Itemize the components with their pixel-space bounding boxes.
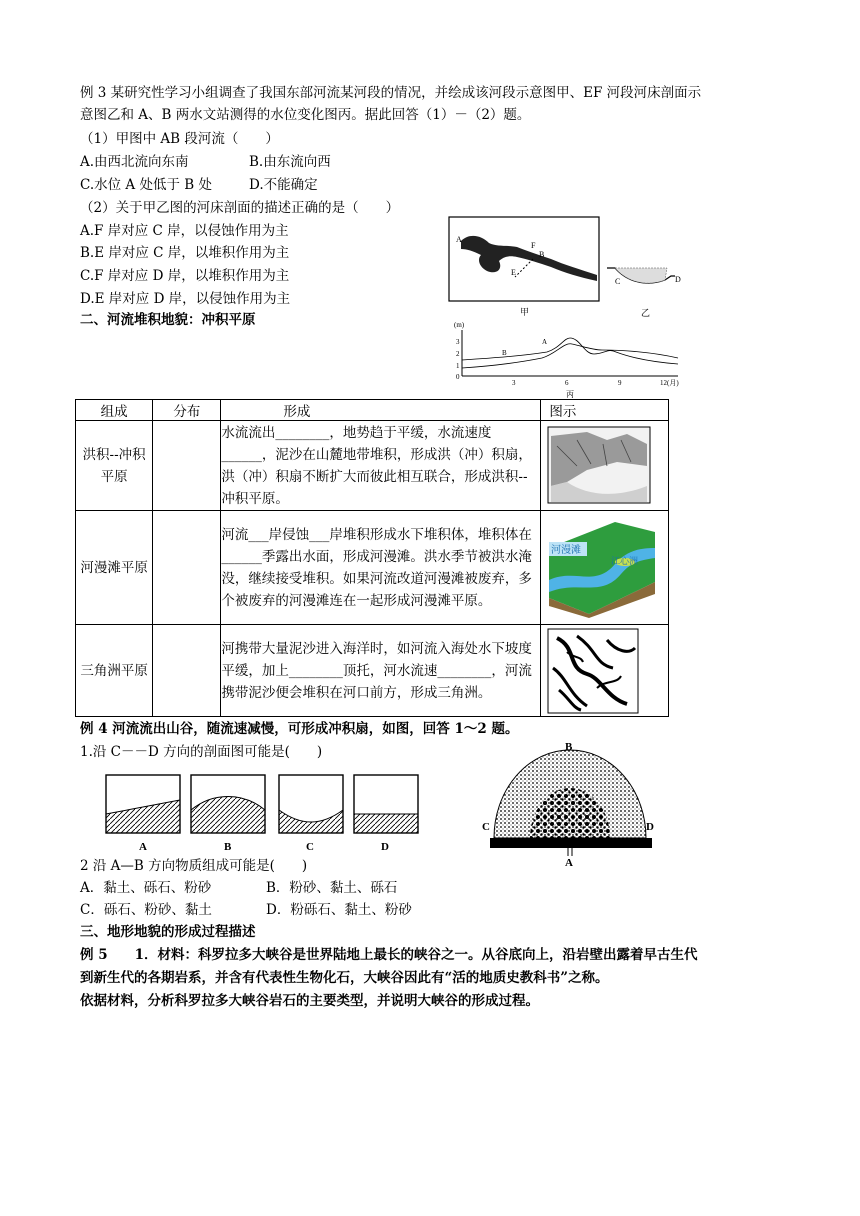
- row-figure: [541, 511, 669, 625]
- row-figure: [541, 625, 669, 717]
- ex5-line3: 依据材料，分析科罗拉多大峡谷岩石的主要类型，并说明大峡谷的形成过程。: [80, 993, 539, 1009]
- profile-label-c: C: [306, 841, 314, 853]
- label-river-island: 江心洲: [611, 555, 639, 566]
- ex3-q1-opt-a: A.由西北流向东南: [80, 154, 189, 170]
- row-name: 河漫滩平原: [76, 511, 153, 625]
- bing-ytick-0: 0: [456, 373, 460, 381]
- row-distribution: [153, 421, 221, 511]
- bing-xtick-9: 9: [618, 379, 622, 387]
- table-row: [76, 625, 669, 717]
- section3-title: 三、地形地貌的形成过程描述: [80, 924, 256, 940]
- jia-label-a: A: [456, 235, 462, 244]
- floodplain-sketch: [545, 518, 657, 618]
- th-formation: 形成: [221, 400, 541, 421]
- ex3-q1-opt-c: C.水位 A 处低于 B 处: [80, 177, 212, 193]
- bing-xtick-6: 6: [565, 379, 569, 387]
- ex3-q2-opt-b: B.E 岸对应 C 岸，以堆积作用为主: [80, 245, 290, 261]
- row-figure: [541, 421, 669, 511]
- figure-yi: [605, 260, 685, 320]
- ex4-q1: 1.沿 C－－D 方向的剖面图可能是( ): [80, 744, 323, 760]
- bing-label-a: A: [542, 338, 548, 346]
- row-name: 洪积--冲积平原: [76, 421, 153, 511]
- row-distribution: [153, 511, 221, 625]
- delta-sketch: [547, 628, 639, 714]
- figure-jia-frame: [449, 217, 599, 301]
- bing-xtick-12: 12(月): [660, 379, 679, 387]
- ex3-q1-opt-b: B.由东流向西: [249, 154, 331, 170]
- bing-ytick-2: 2: [456, 350, 460, 358]
- profile-a: [106, 775, 180, 833]
- yi-caption: 乙: [641, 308, 651, 318]
- bing-xtick-3: 3: [512, 379, 516, 387]
- ex3-stem-line1: 例 3 某研究性学习小组调查了我国东部河流某河段的情况，并绘成该河段示意图甲、EF 河段河床剖面示: [80, 85, 702, 101]
- row-name: 三角洲平原: [76, 625, 153, 717]
- row-formation: 河携带大量泥沙进入海洋时，如河流入海处水下坡度平缓，加上________顶托，河水流速________，河流携带泥沙便会堆积在河口前方，形成三角洲。: [221, 625, 541, 717]
- ex3-q2-opt-a: A.F 岸对应 C 岸，以侵蚀作用为主: [80, 223, 289, 239]
- fan-label-a: A: [565, 857, 573, 868]
- jia-caption: 甲: [520, 307, 530, 317]
- fan-label-b: B: [565, 741, 573, 753]
- alluvial-fan-figure: [480, 738, 660, 868]
- jia-label-f: F: [531, 241, 536, 250]
- ex3-q2-opt-d: D.E 岸对应 D 岸，以侵蚀作用为主: [80, 291, 291, 307]
- ex3-stem-line2: 意图乙和 A、B 两水文站测得的水位变化图丙。据此回答（1）－（2）题。: [80, 107, 531, 123]
- bing-caption: 丙: [566, 390, 574, 399]
- landform-table: [75, 399, 669, 717]
- ex4-q2-opt-c: C．砾石、粉砂、黏土: [80, 902, 212, 918]
- profile-b: [191, 775, 265, 833]
- profile-label-b: B: [224, 841, 232, 853]
- label-floodplain: 河漫滩: [551, 544, 582, 556]
- yi-label-d: D: [675, 275, 681, 284]
- table-row: [76, 511, 669, 625]
- bing-ytick-1: 1: [456, 362, 460, 370]
- section2-title: 二、河流堆积地貌：冲积平原: [80, 312, 256, 328]
- ex5-line1: 例 5 1．材料：科罗拉多大峡谷是世界陆地上最长的峡谷之一。从谷底向上，沿岩壁出露着早古生代: [80, 947, 698, 963]
- ex4-q2-opt-b: B．粉砂、黏土、砾石: [266, 880, 398, 896]
- bing-label-b: B: [502, 349, 507, 357]
- ex3-q1-opt-d: D.不能确定: [249, 177, 318, 193]
- jia-label-b: B: [539, 250, 545, 259]
- ex3-q1: （1）甲图中 AB 段河流（ ）: [80, 131, 279, 147]
- bing-ytick-3: 3: [456, 338, 460, 346]
- bing-series-b: [462, 344, 678, 368]
- th-composition: 组成: [76, 400, 153, 421]
- row-formation: 水流流出________，地势趋于平缓，水流速度______，泥沙在山麓地带堆积，形成洪（冲）积扇，洪（冲）积扇不断扩大而彼此相互联合，形成洪积--冲积平原。: [221, 421, 541, 511]
- bing-unit: (m): [454, 321, 465, 329]
- ex3-q2: （2）关于甲乙图的河床剖面的描述正确的是（ ）: [80, 200, 400, 216]
- bing-series-a: [462, 338, 678, 364]
- profile-label-a: A: [139, 841, 147, 853]
- ex3-q2-opt-c: C.F 岸对应 D 岸，以堆积作用为主: [80, 268, 290, 284]
- profile-d: [354, 775, 418, 833]
- row-formation: 河流___岸侵蚀___岸堆积形成水下堆积体，堆积体在______季露出水面，形成河漫滩。洪水季节被洪水淹没，继续接受堆积。如果河流改道河漫滩被废弃，多个被废弃的河漫滩连在一起形成河漫滩平原。: [221, 511, 541, 625]
- profile-c: [279, 775, 343, 833]
- row-distribution: [153, 625, 221, 717]
- th-figure: 图示: [541, 400, 669, 421]
- alluvial-fan-sketch: [547, 426, 653, 506]
- fan-label-c: C: [482, 821, 490, 833]
- ex4-q2-opt-d: D．粉砾石、黏土、粉砂: [266, 902, 412, 918]
- figure-jia: [447, 215, 607, 319]
- fan-label-d: D: [646, 821, 654, 833]
- jia-label-e: E: [511, 268, 516, 277]
- ex4-q2: 2 沿 A—B 方向物质组成可能是( ): [80, 858, 308, 874]
- ex4-q2-opt-a: A．黏土、砾石、粉砂: [80, 880, 212, 896]
- figure-bing: [452, 318, 692, 400]
- th-distribution: 分布: [153, 400, 221, 421]
- profile-label-d: D: [381, 841, 389, 853]
- yi-label-c: C: [615, 277, 621, 286]
- ex5-line2: 到新生代的各期岩系，并含有代表性生物化石，大峡谷因此有“活的地质史教科书”之称。: [80, 970, 609, 986]
- ex4-stem: 例 4 河流流出山谷，随流速减慢，可形成冲积扇，如图，回答 1～2 题。: [80, 721, 519, 737]
- table-row: [76, 421, 669, 511]
- ex4-profiles: [105, 774, 427, 854]
